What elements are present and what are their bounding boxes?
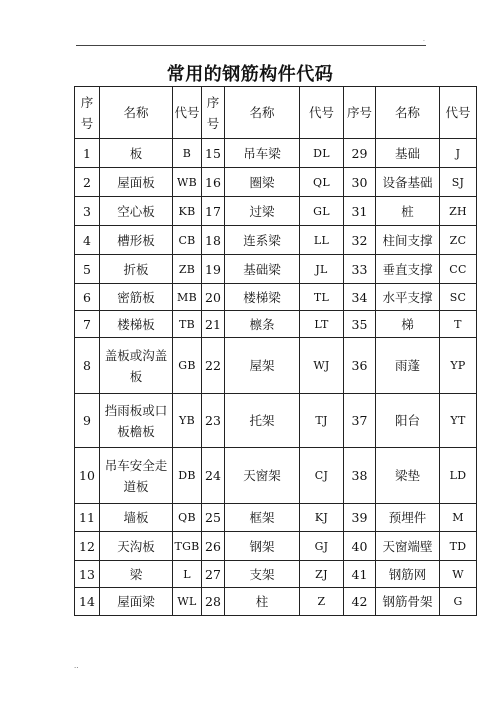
name-cell: 水平支撑	[376, 284, 440, 311]
name-cell: 钢筋网	[376, 561, 440, 588]
no-cell: 19	[202, 255, 225, 284]
no-cell: 27	[202, 561, 225, 588]
header-no-cell-2: 序号	[202, 87, 225, 139]
name-cell: 基础梁	[225, 255, 300, 284]
component-code-table	[74, 86, 477, 616]
header-code-cell-3: 代号	[440, 87, 477, 139]
name-cell: 板	[100, 139, 173, 168]
no-cell: 21	[202, 311, 225, 338]
no-cell: 1	[75, 139, 100, 168]
header-name-cell-1: 名称	[100, 87, 173, 139]
code-cell: Z	[300, 588, 344, 616]
name-cell: 屋面梁	[100, 588, 173, 616]
table-row	[75, 197, 477, 226]
code-cell: WJ	[300, 338, 344, 394]
table-row	[75, 338, 477, 394]
name-cell: 基础	[376, 139, 440, 168]
code-cell: TD	[440, 532, 477, 561]
code-cell: KJ	[300, 504, 344, 532]
code-cell: LT	[300, 311, 344, 338]
code-cell: QL	[300, 168, 344, 197]
no-cell: 8	[75, 338, 100, 394]
name-cell: 梁垫	[376, 448, 440, 504]
name-cell: 檩条	[225, 311, 300, 338]
table-row	[75, 588, 477, 616]
name-cell: 屋面板	[100, 168, 173, 197]
name-cell: 密筋板	[100, 284, 173, 311]
code-cell: SJ	[440, 168, 477, 197]
code-cell: CC	[440, 255, 477, 284]
code-cell: QB	[173, 504, 202, 532]
no-cell: 12	[75, 532, 100, 561]
no-cell: 26	[202, 532, 225, 561]
code-cell: ZJ	[300, 561, 344, 588]
code-cell: YT	[440, 394, 477, 448]
code-cell: WB	[173, 168, 202, 197]
name-cell: 圈梁	[225, 168, 300, 197]
name-cell: 吊车安全走道板	[100, 448, 173, 504]
name-cell: 设备基础	[376, 168, 440, 197]
table-row	[75, 311, 477, 338]
no-cell: 16	[202, 168, 225, 197]
header-name-cell-3: 名称	[376, 87, 440, 139]
code-cell: B	[173, 139, 202, 168]
name-cell: 柱间支撑	[376, 226, 440, 255]
code-cell: WL	[173, 588, 202, 616]
no-cell: 11	[75, 504, 100, 532]
code-cell: GJ	[300, 532, 344, 561]
no-cell: 22	[202, 338, 225, 394]
no-cell: 9	[75, 394, 100, 448]
code-cell: CJ	[300, 448, 344, 504]
table-body	[75, 87, 477, 616]
name-cell: 钢架	[225, 532, 300, 561]
table-row	[75, 504, 477, 532]
code-cell: KB	[173, 197, 202, 226]
code-cell: TGB	[173, 532, 202, 561]
no-cell: 6	[75, 284, 100, 311]
footer-mark: ..	[74, 662, 79, 670]
no-cell: 36	[344, 338, 376, 394]
code-cell: TB	[173, 311, 202, 338]
name-cell: 槽形板	[100, 226, 173, 255]
code-cell: GB	[173, 338, 202, 394]
name-cell: 梁	[100, 561, 173, 588]
name-cell: 天沟板	[100, 532, 173, 561]
name-cell: 楼梯板	[100, 311, 173, 338]
no-cell: 18	[202, 226, 225, 255]
table-row	[75, 394, 477, 448]
name-cell: 挡雨板或口板檐板	[100, 394, 173, 448]
no-cell: 40	[344, 532, 376, 561]
table-row	[75, 532, 477, 561]
no-cell: 30	[344, 168, 376, 197]
no-cell: 33	[344, 255, 376, 284]
name-cell: 折板	[100, 255, 173, 284]
no-cell: 38	[344, 448, 376, 504]
code-cell: T	[440, 311, 477, 338]
code-cell: L	[173, 561, 202, 588]
no-cell: 20	[202, 284, 225, 311]
code-cell: CB	[173, 226, 202, 255]
no-cell: 7	[75, 311, 100, 338]
no-cell: 37	[344, 394, 376, 448]
table-row	[75, 226, 477, 255]
no-cell: 41	[344, 561, 376, 588]
name-cell: 连系梁	[225, 226, 300, 255]
code-cell: J	[440, 139, 477, 168]
table-row	[75, 561, 477, 588]
no-cell: 23	[202, 394, 225, 448]
name-cell: 支架	[225, 561, 300, 588]
name-cell: 空心板	[100, 197, 173, 226]
code-cell: MB	[173, 284, 202, 311]
name-cell: 楼梯梁	[225, 284, 300, 311]
table-row	[75, 139, 477, 168]
no-cell: 10	[75, 448, 100, 504]
header-code-cell-1: 代号	[173, 87, 202, 139]
no-cell: 32	[344, 226, 376, 255]
code-cell: ZC	[440, 226, 477, 255]
name-cell: 天窗架	[225, 448, 300, 504]
no-cell: 31	[344, 197, 376, 226]
table-row	[75, 255, 477, 284]
code-cell: LD	[440, 448, 477, 504]
name-cell: 垂直支撑	[376, 255, 440, 284]
name-cell: 吊车梁	[225, 139, 300, 168]
code-cell: DB	[173, 448, 202, 504]
code-cell: G	[440, 588, 477, 616]
name-cell: 托架	[225, 394, 300, 448]
name-cell: 过梁	[225, 197, 300, 226]
no-cell: 34	[344, 284, 376, 311]
code-cell: TJ	[300, 394, 344, 448]
code-cell: SC	[440, 284, 477, 311]
name-cell: 预埋件	[376, 504, 440, 532]
name-cell: 雨蓬	[376, 338, 440, 394]
no-cell: 28	[202, 588, 225, 616]
code-cell: YB	[173, 394, 202, 448]
name-cell: 钢筋骨架	[376, 588, 440, 616]
no-cell: 39	[344, 504, 376, 532]
code-cell: M	[440, 504, 477, 532]
header-row	[75, 87, 477, 139]
name-cell: 天窗端壁	[376, 532, 440, 561]
table-row	[75, 448, 477, 504]
code-cell: TL	[300, 284, 344, 311]
code-cell: YP	[440, 338, 477, 394]
no-cell: 15	[202, 139, 225, 168]
no-cell: 17	[202, 197, 225, 226]
no-cell: 25	[202, 504, 225, 532]
no-cell: 4	[75, 226, 100, 255]
code-cell: GL	[300, 197, 344, 226]
no-cell: 13	[75, 561, 100, 588]
page-title: 常用的钢筋构件代码	[166, 64, 334, 85]
header-rule	[76, 45, 426, 46]
no-cell: 29	[344, 139, 376, 168]
code-cell: ZB	[173, 255, 202, 284]
no-cell: 5	[75, 255, 100, 284]
name-cell: 阳台	[376, 394, 440, 448]
name-cell: 墙板	[100, 504, 173, 532]
name-cell: 柱	[225, 588, 300, 616]
no-cell: 3	[75, 197, 100, 226]
name-cell: 盖板或沟盖板	[100, 338, 173, 394]
header-mark: .	[423, 36, 425, 43]
code-cell: ZH	[440, 197, 477, 226]
code-cell: JL	[300, 255, 344, 284]
name-cell: 桩	[376, 197, 440, 226]
no-cell: 24	[202, 448, 225, 504]
name-cell: 梯	[376, 311, 440, 338]
no-cell: 2	[75, 168, 100, 197]
code-cell: LL	[300, 226, 344, 255]
header-code-cell-2: 代号	[300, 87, 344, 139]
table-row	[75, 168, 477, 197]
header-name-cell-2: 名称	[225, 87, 300, 139]
name-cell: 屋架	[225, 338, 300, 394]
no-cell: 35	[344, 311, 376, 338]
no-cell: 14	[75, 588, 100, 616]
header-no-cell-3: 序号	[344, 87, 376, 139]
code-cell: W	[440, 561, 477, 588]
header-no-cell-1: 序号	[75, 87, 100, 139]
code-cell: DL	[300, 139, 344, 168]
name-cell: 框架	[225, 504, 300, 532]
table-row	[75, 284, 477, 311]
no-cell: 42	[344, 588, 376, 616]
